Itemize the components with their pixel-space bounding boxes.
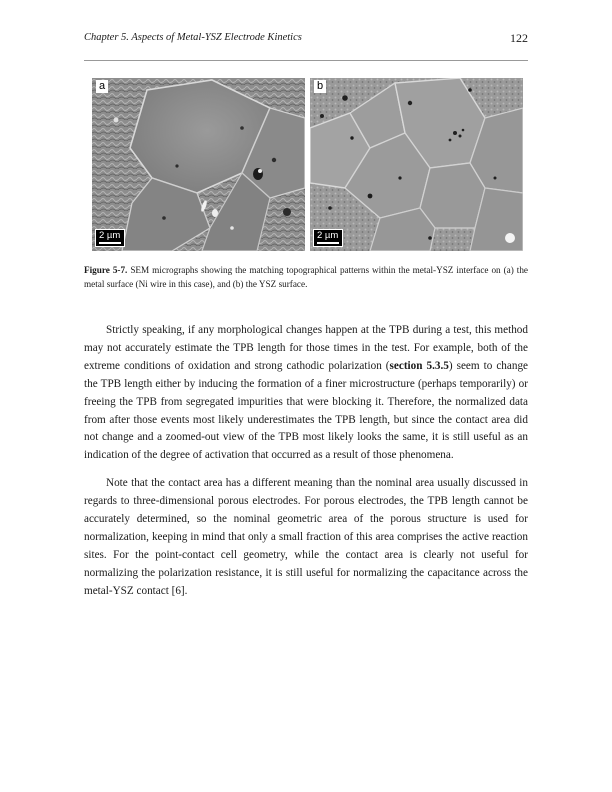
caption-label: Figure 5-7. bbox=[84, 265, 128, 275]
caption-text: SEM micrographs showing the matching topographical patterns within the metal-YSZ interface on (a) the metal surface (Ni wire in this case), and (b) the YSZ surface. bbox=[84, 265, 528, 289]
body-text bbox=[84, 322, 528, 611]
running-header bbox=[84, 32, 528, 50]
paragraph-1-part-2: ) seem to change the TPB length either by inducing the formation of a finer microstructure (perhaps temporarily) or freeing the TPB from segregated impurities that were blocking it. Therefore, the normalized data from after those events most likely underestimates the TPB length, but since the contact area did not change and a zoomed-out view of the TPB most likely looks the same, it is still useful as an indication of the degree of activation that occurred as a result of those phenomena. bbox=[84, 359, 529, 462]
scale-bar-line-b bbox=[317, 242, 339, 244]
panel-label-b: b bbox=[314, 80, 326, 93]
scale-bar-line-a bbox=[99, 242, 121, 244]
scale-bar-label-a: 2 µm bbox=[99, 230, 121, 241]
paragraph-1-part-1: Strictly speaking, if any morphological changes happen at the TPB during a test, this method may not accurately estimate the TPB length for those times in the test. For example, both of the extreme conditions of oxidation and strong cathodic polarization ( bbox=[84, 324, 528, 372]
sem-image-b bbox=[310, 78, 523, 251]
panel-label-a: a bbox=[96, 80, 108, 93]
paragraph-2: Note that the contact area has a different meaning than the nominal area usually discussed in regards to three-dimensional porous electrodes. For porous electrodes, the TPB length cannot be accurately determined, so the nominal geometric area of the porous structure is used for normalization, keeping in mind that only a small fraction of this area comprises the active reaction sites. For the point-contact cell geometry, while the contact area is clearly not useful for normalizing the polarization resistance, it is still useful for normalizing the capacitance across the metal-YSZ contact [6]. bbox=[84, 477, 528, 597]
sem-micrograph-b bbox=[310, 78, 523, 251]
figure-caption bbox=[84, 263, 528, 291]
chapter-title: Chapter 5. Aspects of Metal-YSZ Electrode Kinetics bbox=[84, 32, 302, 43]
section-reference: section 5.3.5 bbox=[389, 359, 449, 372]
figure-5-7 bbox=[92, 78, 524, 251]
scale-bar-label-b: 2 µm bbox=[317, 230, 339, 241]
sem-micrograph-a bbox=[92, 78, 305, 251]
scale-bar-b bbox=[313, 229, 343, 247]
paragraph-1 bbox=[84, 322, 528, 465]
sem-image-a bbox=[92, 78, 305, 251]
scale-bar-a bbox=[95, 229, 125, 247]
page-number: 122 bbox=[510, 31, 528, 45]
header-rule bbox=[84, 60, 528, 61]
